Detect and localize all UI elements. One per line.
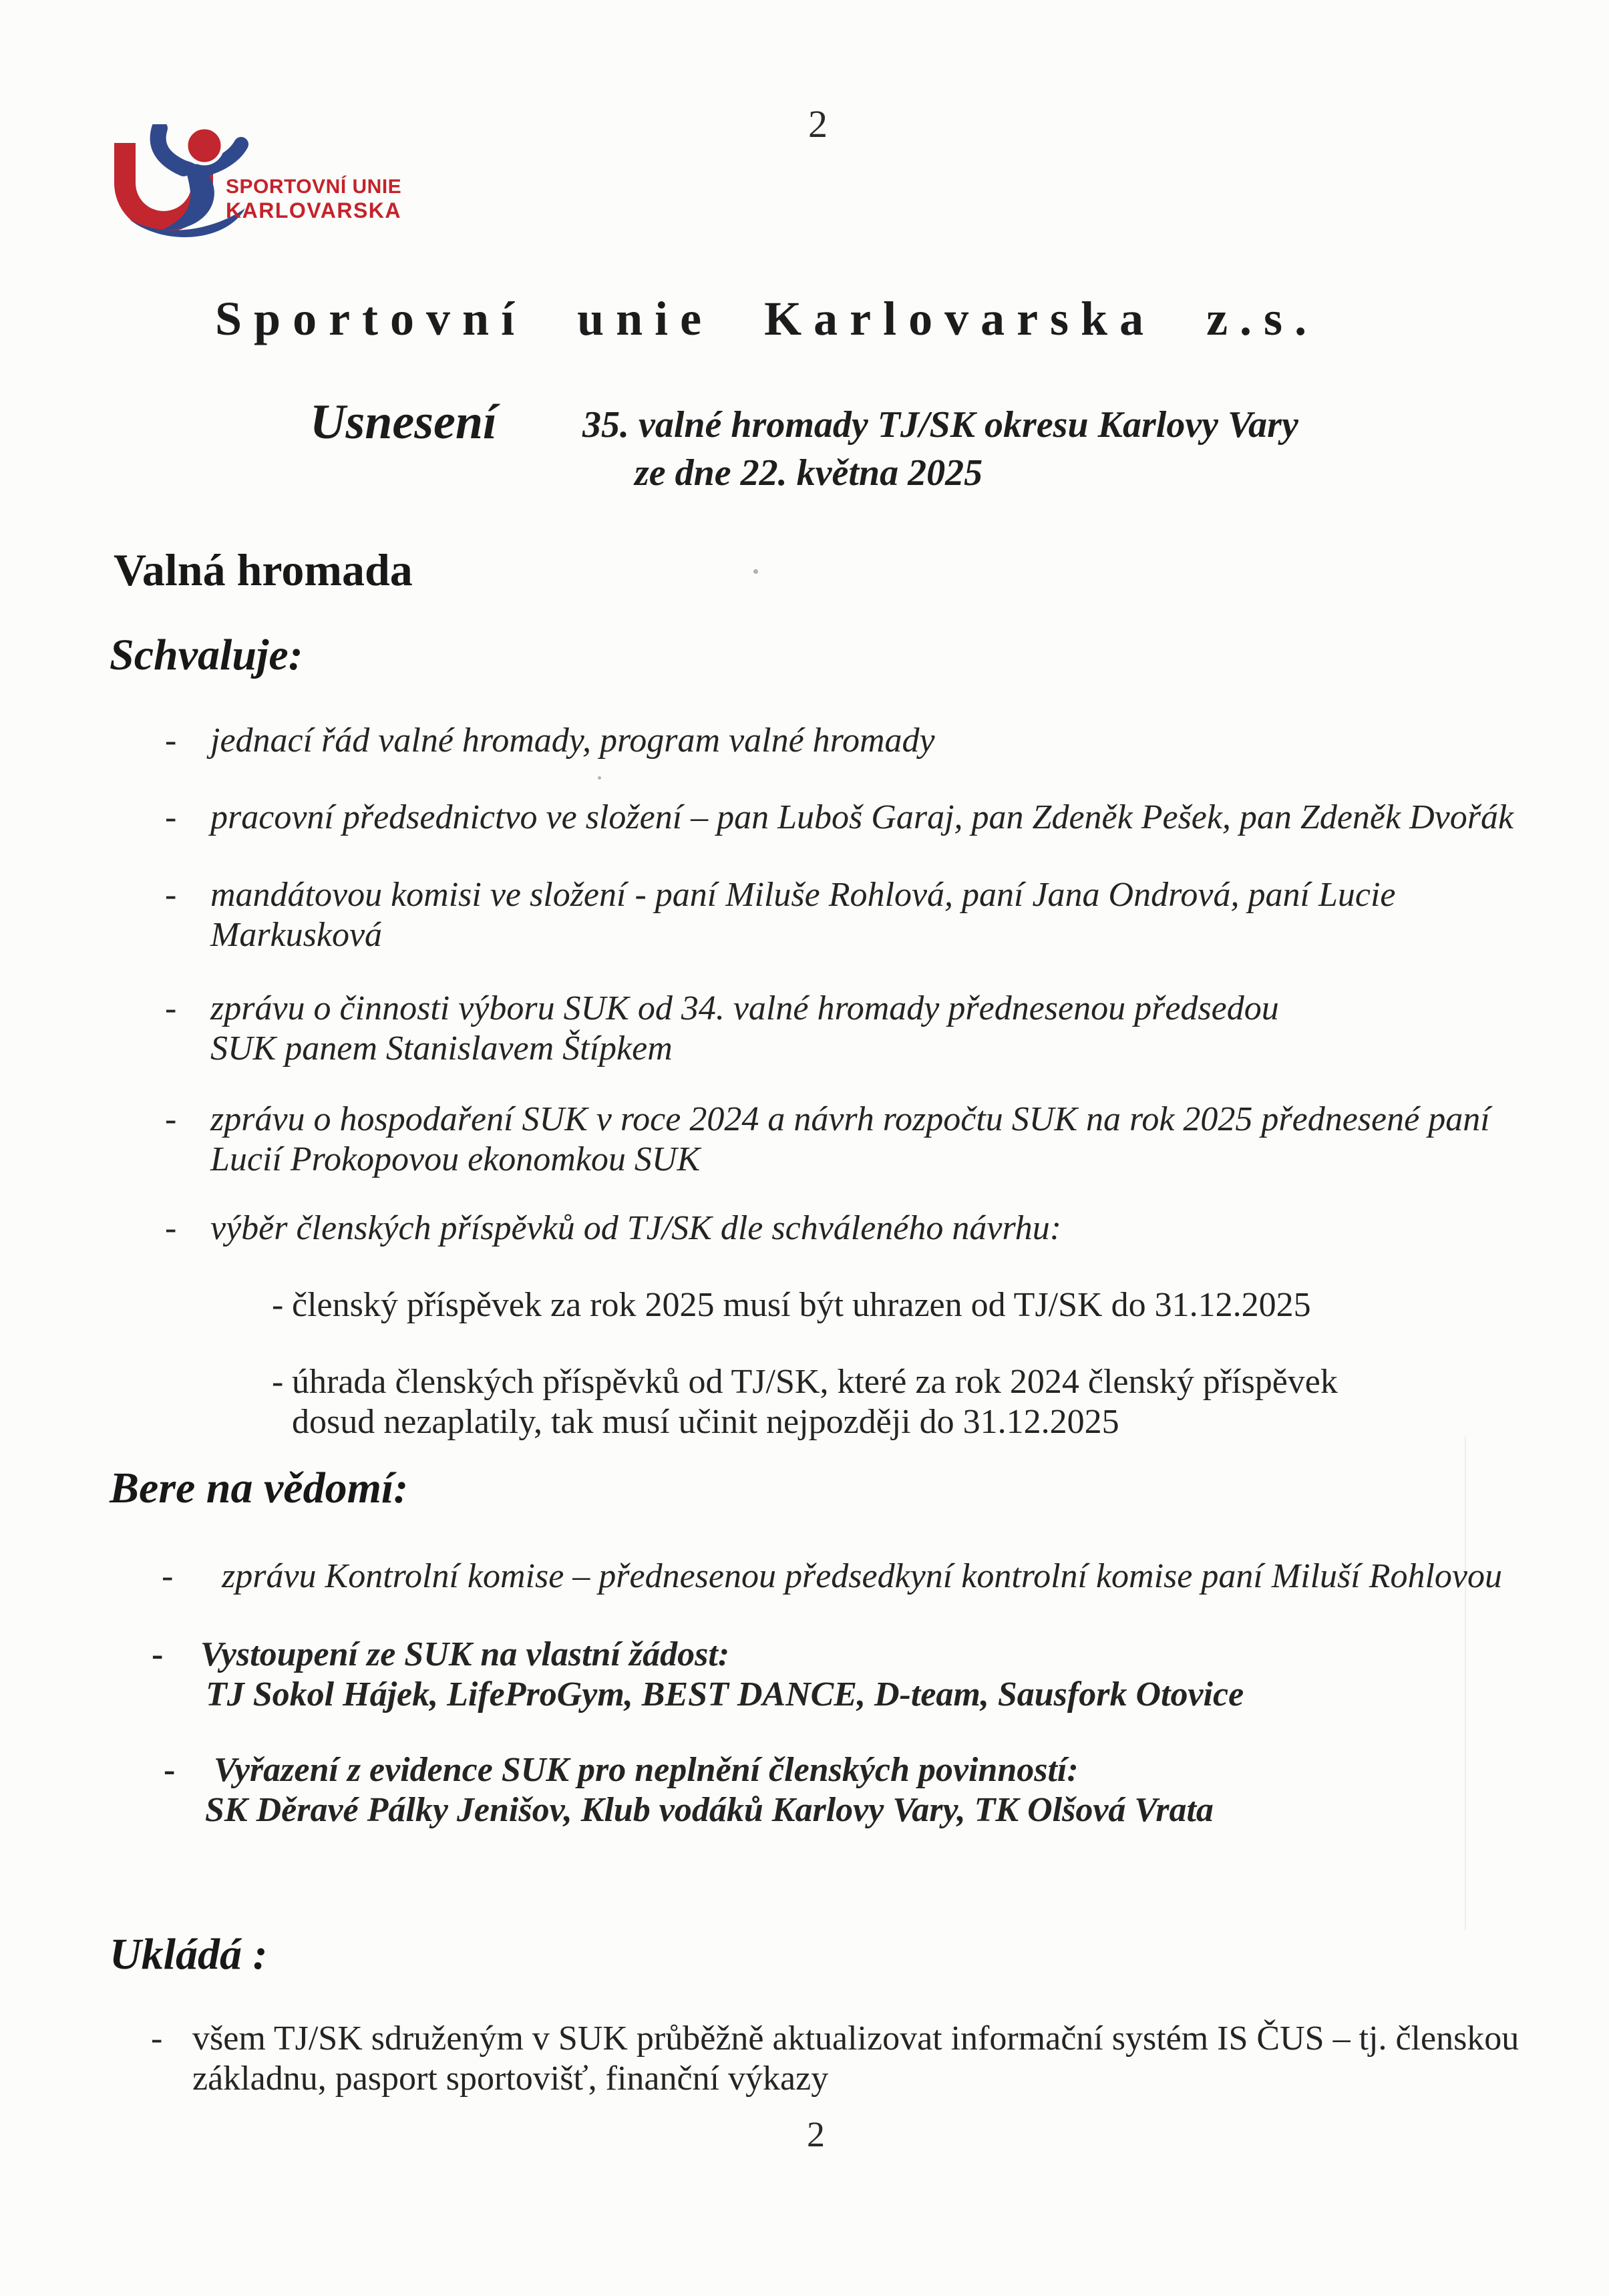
list-item-text: členský příspěvek za rok 2025 musí být uhrazen od TJ/SK do 31.12.2025 [292, 1286, 1311, 1324]
page-number-top: 2 [808, 102, 828, 146]
bullet-dash: - [165, 876, 177, 914]
bullet-dash: - [272, 1286, 284, 1324]
list-item-schvaluje-4 [165, 989, 1279, 1069]
list-subitem-2 [272, 1362, 1338, 1442]
logo-head-icon [186, 128, 222, 164]
doc-type-title: Usnesení [310, 395, 497, 450]
list-item-text: SK Děravé Pálky Jenišov, Klub vodáků Karlovy Vary, TK Olšová Vrata [205, 1791, 1214, 1829]
bullet-dash: - [151, 2019, 163, 2058]
list-item-text: všem TJ/SK sdruženým v SUK průběžně aktualizovat informační systém IS ČUS – tj. členskou [192, 2019, 1519, 2058]
bullet-dash: - [162, 1557, 174, 1595]
logo-text-line1: SPORTOVNÍ UNIE [226, 176, 402, 198]
bullet-dash: - [164, 1751, 176, 1789]
bullet-dash: - [165, 798, 177, 836]
heading-uklada: Ukládá : [110, 1930, 268, 1979]
list-item-text: TJ Sokol Hájek, LifeProGym, BEST DANCE, D-team, Sausfork Otovice [206, 1675, 1244, 1713]
list-item-schvaluje-6 [165, 1208, 1061, 1249]
heading-schvaluje: Schvaluje: [110, 631, 303, 679]
logo-text-line2: KARLOVARSKA [226, 198, 402, 222]
suk-logo-graphic [109, 124, 416, 258]
bullet-dash: - [165, 1209, 177, 1247]
list-item-bere-3 [164, 1750, 1214, 1830]
page-number-bottom: 2 [807, 2114, 825, 2154]
list-item-text: Vystoupení ze SUK na vlastní žádost: [200, 1635, 730, 1673]
list-item-text: pracovní předsednictvo ve složení – pan Luboš Garaj, pan Zdeněk Pešek, pan Zdeněk Dvořák [210, 798, 1514, 836]
list-item-text: jednací řád valné hromady, program valné hromady [210, 721, 935, 760]
list-item-text: Vyřazení z evidence SUK pro neplnění členských povinností: [214, 1751, 1079, 1789]
scan-artifact [1465, 1436, 1466, 1931]
list-item-text: zprávu o hospodaření SUK v roce 2024 a návrh rozpočtu SUK na rok 2025 přednesené paní [210, 1100, 1490, 1138]
list-item-schvaluje-2 [165, 798, 1513, 838]
meeting-title-line2: ze dne 22. května 2025 [635, 452, 983, 494]
list-subitem-1 [272, 1285, 1311, 1325]
section-title-valna-hromada: Valná hromada [114, 544, 413, 595]
meeting-title-line1: 35. valné hromady TJ/SK okresu Karlovy Vary [582, 404, 1298, 446]
list-item-uklada-1 [151, 2019, 1519, 2099]
scan-artifact [598, 776, 601, 780]
list-item-text: dosud nezaplatily, tak musí učinit nejpozději do 31.12.2025 [292, 1403, 1119, 1441]
bullet-dash: - [152, 1635, 164, 1673]
logo [109, 124, 416, 261]
heading-bere-na-vedomi: Bere na vědomí: [110, 1464, 409, 1512]
list-item-schvaluje-3 [165, 875, 1395, 955]
bullet-dash: - [165, 1100, 177, 1138]
list-item-schvaluje-5 [165, 1100, 1490, 1180]
list-item-text: zprávu Kontrolní komise – přednesenou předsedkyní kontrolní komise paní Miluší Rohlovou [222, 1557, 1502, 1595]
org-title: Sportovní unie Karlovarska z.s. [215, 292, 1319, 345]
bullet-dash: - [272, 1363, 284, 1401]
bullet-dash: - [165, 721, 177, 760]
scan-artifact [753, 569, 758, 574]
list-item-text: úhrada členských příspěvků od TJ/SK, které za rok 2024 členský příspěvek [292, 1363, 1338, 1401]
list-item-text: mandátovou komisi ve složení - paní Miluše Rohlová, paní Jana Ondrová, paní Lucie [210, 876, 1396, 914]
list-item-text: výběr členských příspěvků od TJ/SK dle schváleného návrhu: [210, 1209, 1062, 1247]
list-item-text: Lucií Prokopovou ekonomkou SUK [210, 1140, 701, 1178]
list-item-text: Markusková [210, 916, 383, 954]
list-item-bere-2 [152, 1635, 1244, 1715]
logo-figure-left-arm-icon [158, 128, 184, 168]
list-item-bere-1 [162, 1556, 1502, 1597]
list-item-text: SUK panem Stanislavem Štípkem [210, 1029, 673, 1068]
list-item-text: zprávu o činnosti výboru SUK od 34. valné hromady přednesenou předsedou [210, 989, 1279, 1027]
bullet-dash: - [165, 989, 177, 1027]
list-item-schvaluje-1 [165, 721, 935, 761]
list-item-text: základnu, pasport sportovišť, finanční výkazy [192, 2060, 829, 2098]
